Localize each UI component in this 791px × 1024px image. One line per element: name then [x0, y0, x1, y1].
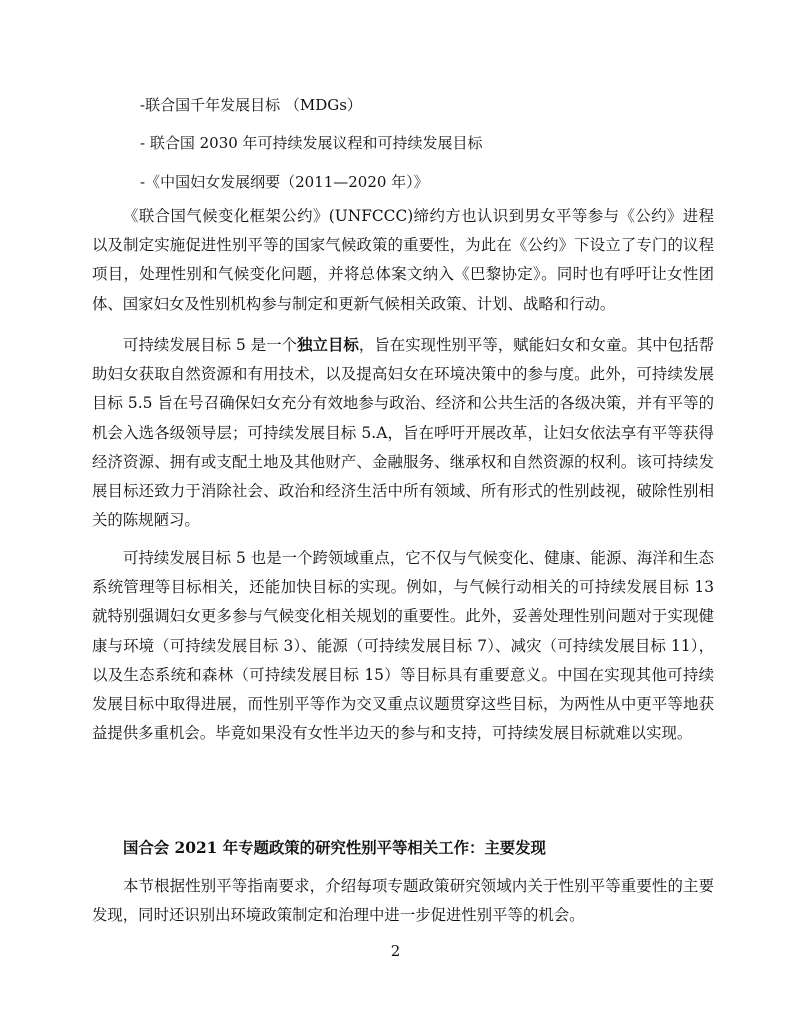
paragraph-section-intro: 本节根据性别平等指南要求，介绍每项专题政策研究领域内关于性别平等重要性的主要发现，同时还识别出环境政策制定和治理中进一步促进性别平等的机会。 [92, 877, 714, 925]
sdg5-text-after: ，旨在实现性别平等，赋能妇女和女童。其中包括帮助妇女获取自然资源和有用技术，以及提高妇女在环境决策中的参与度。此外，可持续发展目标 5.5 旨在号召确保妇女充分有效地参与政治、经济和公共生活的各级决策，并有平等的机会入选各级领导层；可持续发展目标 5.A，旨在呼吁开展改革，让妇女依法享有平等获得经济资源、拥有或支配土地及其他财产、金融服务、继承权和自然资源的权利。该可持续发展目标还致力于消除社会、政治和经济生活中所有领域、所有形式的性别歧视，破除性别相关的陈规陋习。 [92, 336, 714, 530]
paragraph-unfccc: 《联合国气候变化框架公约》(UNFCCC)缔约方也认识到男女平等参与《公约》进程以及制定实施促进性别平等的国家气候政策的重要性，为此在《公约》下设立了专门的议程项目，处理性别和气候变化问题，并将总体案文纳入《巴黎协定》。同时也有呼吁让女性团体、国家妇女及性别机构参与制定和更新气候相关政策、计划、战略和行动。 [92, 207, 714, 313]
sdg5-text-before: 可持续发展目标 5 是一个 [123, 336, 298, 354]
list-item-china-women-outline: -《中国妇女发展纲要（2011—2020 年）》 [140, 173, 429, 191]
page-number: 2 [390, 942, 401, 960]
list-item-2030-agenda: - 联合国 2030 年可持续发展议程和可持续发展目标 [140, 134, 483, 152]
paragraph-sdg5 [92, 331, 714, 535]
sdg5-bold-phrase: 独立目标 [297, 336, 359, 354]
list-item-mdgs: -联合国千年发展目标 （MDGs） [140, 96, 362, 114]
paragraph-crosscutting: 可持续发展目标 5 也是一个跨领域重点，它不仅与气候变化、健康、能源、海洋和生态系统管理等目标相关，还能加快目标的实现。例如，与气候行动相关的可持续发展目标 13 就特别强调妇女更多参与气候变化相关规划的重要性。此外，妥善处理性别问题对于实现健康与环境（可持续发展目标 3）、能源（可持续发展目标 7）、减灾（可持续发展目标 11），以及生态系统和森林（可持续发展目标 15）等目标具有重要意义。中国在实现其他可持续发展目标中取得进展，而性别平等作为交叉重点议题贯穿这些目标，为两性从中更平等地获益提供多重机会。毕竟如果没有女性半边天的参与和支持，可持续发展目标就难以实现。 [92, 549, 714, 743]
section-heading: 国合会 2021 年专题政策的研究性别平等相关工作：主要发现 [123, 839, 546, 857]
